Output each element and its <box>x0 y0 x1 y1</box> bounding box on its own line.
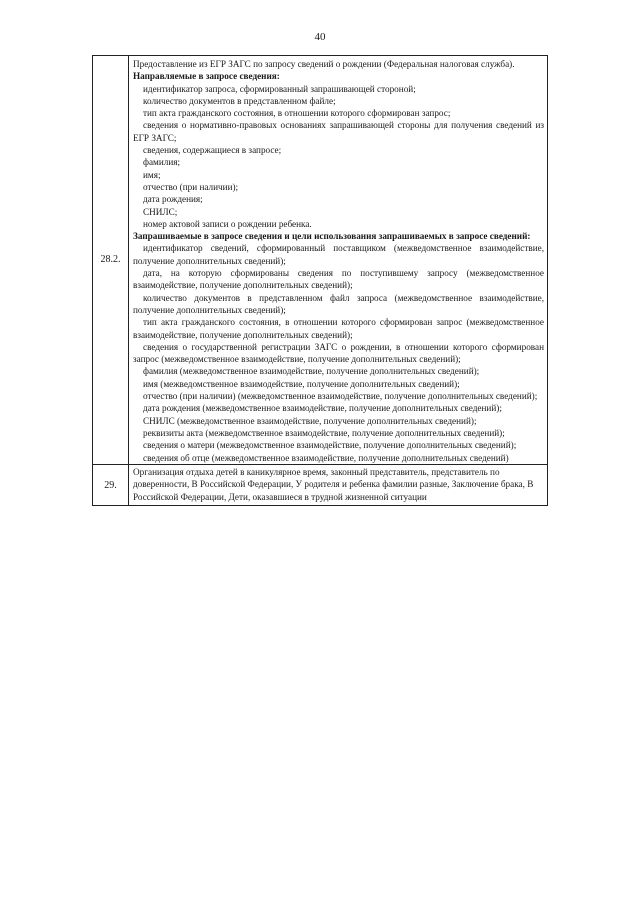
list-item: отчество (при наличии) (межведомственное взаимодействие, получение дополнительных сведений); <box>143 391 538 402</box>
row-content <box>129 464 548 506</box>
service-description: Организация отдыха детей в каникулярное время, законный представитель, представитель по доверенности, В Российской Федерации, У родителя и ребенка фамилии разные, Заключение брака, В Российской Федерации, Дети, оказавшиеся в трудной жизненной ситуации <box>133 466 534 502</box>
list-item: СНИЛС (межведомственное взаимодействие, получение дополнительных сведений); <box>143 415 477 426</box>
row-content <box>129 56 548 465</box>
sent-fields-list <box>133 83 544 231</box>
list-item: идентификатор сведений, сформированный поставщиком (межведомственное взаимодействие, получение дополнительных сведений); <box>133 243 544 266</box>
requested-fields-heading: Запрашиваемые в запросе сведения и цели использования запрашиваемых в запросе сведений: <box>133 231 531 242</box>
sent-fields-heading: Направляемые в запросе сведения: <box>133 71 280 82</box>
list-item: сведения о нормативно-правовых основаниях запрашивающей стороны для получения сведений из ЕГР ЗАГС; <box>133 120 544 143</box>
list-item: реквизиты акта (межведомственное взаимодействие, получение дополнительных сведений); <box>143 427 505 438</box>
list-item: отчество (при наличии); <box>143 181 239 192</box>
list-item: сведения, содержащиеся в запросе; <box>143 145 282 156</box>
list-item: тип акта гражданского состояния, в отношении которого сформирован запрос; <box>143 108 451 119</box>
list-item: фамилия (межведомственное взаимодействие, получение дополнительных сведений); <box>143 366 480 377</box>
table-row <box>93 56 548 465</box>
list-item: количество документов в представленном файл запроса (межведомственное взаимодействие, получение дополнительных сведений); <box>133 292 544 315</box>
list-item: сведения о государственной регистрации ЗАГС о рождении, в отношении которого сформирован запрос (межведомственное взаимодействие, получение дополнительных сведений); <box>133 341 544 365</box>
service-title: Предоставление из ЕГР ЗАГС по запросу сведений о рождении (Федеральная налоговая служба). <box>133 59 515 69</box>
services-table <box>92 55 548 506</box>
requested-fields-list <box>133 242 544 463</box>
list-item: дата рождения (межведомственное взаимодействие, получение дополнительных сведений); <box>143 403 502 414</box>
list-item: количество документов в представленном файле; <box>143 95 336 106</box>
list-item: сведения об отце (межведомственное взаимодействие, получение дополнительных сведений) <box>143 452 509 463</box>
row-number: 29. <box>93 464 129 506</box>
page-number: 40 <box>314 31 326 43</box>
list-item: СНИЛС; <box>143 206 178 217</box>
list-item: дата рождения; <box>143 194 203 205</box>
list-item: тип акта гражданского состояния, в отношении которого сформирован запрос (межведомственное взаимодействие, получение дополнительных сведений); <box>133 317 544 340</box>
list-item: сведения о матери (межведомственное взаимодействие, получение дополнительных сведений); <box>143 440 517 451</box>
list-item: номер актовой записи о рождении ребенка. <box>143 218 312 229</box>
list-item: дата, на которую сформированы сведения по поступившему запросу (межведомственное взаимодействие, получение дополнительных сведений); <box>133 268 544 291</box>
list-item: фамилия; <box>143 157 181 168</box>
list-item: имя (межведомственное взаимодействие, получение дополнительных сведений); <box>143 378 460 389</box>
table-row <box>93 464 548 506</box>
list-item: идентификатор запроса, сформированный запрашивающей стороной; <box>143 83 416 94</box>
row-number: 28.2. <box>93 56 129 465</box>
list-item: имя; <box>143 169 161 180</box>
